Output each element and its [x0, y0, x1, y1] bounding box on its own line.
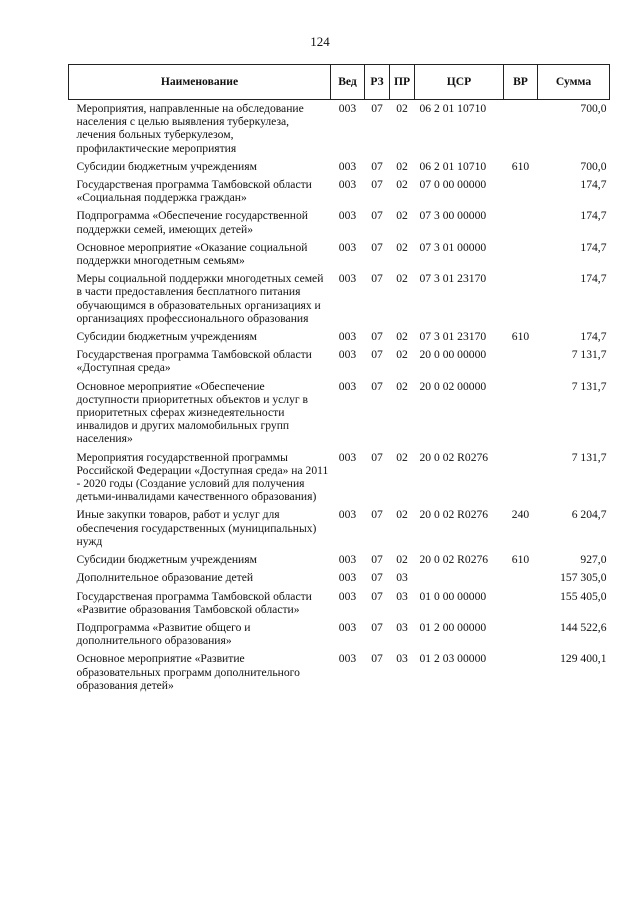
- cell-name: Мероприятия государственной программы Российской Федерации «Доступная среда» на 2011 - 2020 годы (Создание условий для получения детьми-инвалидами качественного образования): [76, 450, 329, 504]
- cell-rz: 07: [371, 553, 383, 567]
- cell-pr: 02: [396, 553, 408, 567]
- cell-name: Иные закупки товаров, работ и услуг для обеспечения государственных (муниципальных) нужд: [76, 508, 317, 548]
- table-row: [69, 344, 610, 375]
- cell-csr: 06 2 01 10710: [419, 102, 487, 115]
- cell-rz: 07: [371, 652, 383, 666]
- header-name: Наименование: [69, 65, 331, 100]
- cell-sum: 174,7: [580, 178, 607, 192]
- cell-rz: 07: [371, 272, 383, 286]
- cell-name: Субсидии бюджетным учреждениям: [76, 159, 257, 173]
- cell-sum: 7 131,7: [571, 450, 607, 464]
- cell-csr: 01 2 00 00000: [419, 620, 487, 634]
- table-row: [69, 205, 610, 236]
- cell-sum: 6 204,7: [571, 508, 607, 522]
- cell-ved: 003: [338, 652, 357, 666]
- table-row: [69, 504, 610, 549]
- cell-name: Государственая программа Тамбовской области «Доступная среда»: [76, 348, 312, 375]
- cell-pr: 02: [396, 330, 408, 344]
- header-ved: Вед: [331, 65, 365, 100]
- cell-rz: 07: [371, 330, 383, 344]
- cell-sum: 174,7: [580, 272, 607, 286]
- cell-ved: 003: [338, 620, 357, 634]
- cell-rz: 07: [371, 571, 383, 585]
- cell-pr: 03: [396, 620, 408, 634]
- cell-vr: [504, 567, 538, 585]
- cell-ved: 003: [338, 159, 357, 173]
- cell-vr: 610: [511, 330, 530, 344]
- cell-sum: 174,7: [580, 240, 607, 254]
- cell-name: Основное мероприятие «Оказание социальной поддержки многодетным семьям»: [76, 240, 308, 268]
- table-row: [69, 100, 610, 156]
- cell-name: Субсидии бюджетным учреждениям: [76, 553, 257, 567]
- cell-vr: [504, 447, 538, 505]
- cell-rz: 07: [371, 508, 383, 522]
- cell-pr: 03: [396, 652, 408, 666]
- cell-pr: 02: [396, 178, 408, 192]
- cell-vr: [504, 617, 538, 648]
- header-pr: ПР: [390, 65, 415, 100]
- cell-vr: [504, 344, 538, 375]
- cell-ved: 003: [338, 102, 357, 115]
- cell-csr: 20 0 02 00000: [419, 379, 487, 393]
- cell-sum: 155 405,0: [560, 589, 607, 603]
- budget-table: [68, 64, 610, 693]
- cell-pr: 02: [396, 379, 408, 393]
- cell-name: Дополнительное образование детей: [76, 571, 254, 585]
- cell-ved: 003: [338, 348, 357, 362]
- cell-ved: 003: [338, 379, 357, 393]
- table-row: [69, 156, 610, 174]
- cell-rz: 07: [371, 209, 383, 223]
- cell-ved: 003: [338, 508, 357, 522]
- cell-csr: 07 3 00 00000: [419, 209, 487, 223]
- cell-rz: 07: [371, 240, 383, 254]
- cell-vr: [504, 586, 538, 617]
- table-row: [69, 326, 610, 344]
- cell-vr: 610: [511, 553, 530, 567]
- cell-csr: 07 3 01 00000: [419, 240, 487, 254]
- cell-name: Субсидии бюджетным учреждениям: [76, 330, 257, 344]
- cell-ved: 003: [338, 209, 357, 223]
- cell-rz: 07: [371, 589, 383, 603]
- cell-vr: 240: [511, 508, 530, 522]
- cell-ved: 003: [338, 272, 357, 286]
- cell-ved: 003: [338, 450, 357, 464]
- cell-name: Подпрограмма «Обеспечение государственной поддержки семей, имеющих детей»: [76, 209, 308, 236]
- cell-csr: 20 0 02 R0276: [419, 508, 489, 522]
- cell-pr: 03: [396, 571, 408, 585]
- header-vr: ВР: [504, 65, 538, 100]
- cell-sum: 700,0: [580, 102, 607, 115]
- cell-csr: 06 2 01 10710: [419, 159, 487, 173]
- table-row: [69, 549, 610, 567]
- cell-name: Основное мероприятие «Обеспечение доступности приоритетных объектов и услуг в приоритетных сферах жизнедеятельности инвалидов и других маломобильных групп населения»: [76, 379, 308, 446]
- cell-csr: 20 0 02 R0276: [419, 553, 489, 567]
- page-number: 124: [310, 34, 330, 49]
- table-row: [69, 268, 610, 326]
- cell-csr: [415, 567, 504, 585]
- cell-csr: 07 0 00 00000: [419, 178, 487, 192]
- cell-csr: 07 3 01 23170: [419, 272, 487, 286]
- cell-csr: 20 0 02 R0276: [419, 450, 489, 464]
- cell-rz: 07: [371, 348, 383, 362]
- cell-sum: 927,0: [580, 553, 607, 567]
- table-row: [69, 648, 610, 693]
- cell-sum: 157 305,0: [560, 571, 607, 585]
- cell-name: Мероприятия, направленные на обследование населения с целью выявления туберкулеза, лечения больных туберкулезом, профилактические мероприятия: [76, 102, 304, 155]
- cell-pr: 03: [396, 589, 408, 603]
- cell-name: Подпрограмма «Развитие общего и дополнительного образования»: [76, 620, 251, 648]
- cell-rz: 07: [371, 102, 383, 115]
- table-row: [69, 567, 610, 585]
- table-row: [69, 617, 610, 648]
- cell-pr: 02: [396, 450, 408, 464]
- cell-sum: 700,0: [580, 159, 607, 173]
- cell-sum: 174,7: [580, 330, 607, 344]
- header-csr: ЦСР: [415, 65, 504, 100]
- cell-ved: 003: [338, 553, 357, 567]
- cell-rz: 07: [371, 178, 383, 192]
- cell-vr: [504, 376, 538, 447]
- cell-sum: 7 131,7: [571, 348, 607, 362]
- table-row: [69, 586, 610, 617]
- cell-ved: 003: [338, 330, 357, 344]
- header-sum: Сумма: [538, 65, 610, 100]
- cell-sum: 174,7: [580, 209, 607, 223]
- table-row: [69, 376, 610, 447]
- cell-name: Государственая программа Тамбовской области «Социальная поддержка граждан»: [76, 178, 312, 205]
- cell-pr: 02: [396, 102, 408, 115]
- cell-sum: 129 400,1: [560, 652, 607, 666]
- table-row: [69, 447, 610, 505]
- cell-pr: 02: [396, 272, 408, 286]
- cell-ved: 003: [338, 178, 357, 192]
- cell-csr: 07 3 01 23170: [419, 330, 487, 344]
- cell-vr: [504, 205, 538, 236]
- cell-pr: 02: [396, 508, 408, 522]
- table-row: [69, 174, 610, 205]
- cell-name: Государственая программа Тамбовской области «Развитие образования Тамбовской области»: [76, 589, 312, 616]
- cell-pr: 02: [396, 209, 408, 223]
- cell-vr: [504, 268, 538, 326]
- cell-name: Меры социальной поддержки многодетных семей в части предоставления бесплатного питания обучающимся в образовательных организациях и организациях профессионального образования: [76, 272, 324, 325]
- cell-pr: 02: [396, 159, 408, 173]
- cell-csr: 01 0 00 00000: [419, 589, 487, 603]
- table-row: [69, 237, 610, 268]
- cell-ved: 003: [338, 589, 357, 603]
- cell-pr: 02: [396, 348, 408, 362]
- cell-vr: [504, 648, 538, 693]
- cell-name: Основное мероприятие «Развитие образовательных программ дополнительного образования детей»: [76, 652, 300, 692]
- cell-rz: 07: [371, 620, 383, 634]
- table-body: [69, 100, 610, 693]
- cell-rz: 07: [371, 159, 383, 173]
- cell-vr: [504, 174, 538, 205]
- table-header-row: [69, 65, 610, 100]
- cell-csr: 01 2 03 00000: [419, 652, 487, 666]
- cell-vr: [504, 100, 538, 156]
- header-rz: РЗ: [365, 65, 390, 100]
- cell-rz: 07: [371, 379, 383, 393]
- cell-sum: 7 131,7: [571, 379, 607, 393]
- cell-ved: 003: [338, 571, 357, 585]
- cell-pr: 02: [396, 240, 408, 254]
- cell-rz: 07: [371, 450, 383, 464]
- cell-sum: 144 522,6: [560, 620, 607, 634]
- cell-vr: [504, 237, 538, 268]
- cell-vr: 610: [511, 159, 530, 173]
- cell-csr: 20 0 00 00000: [419, 348, 487, 362]
- cell-ved: 003: [338, 240, 357, 254]
